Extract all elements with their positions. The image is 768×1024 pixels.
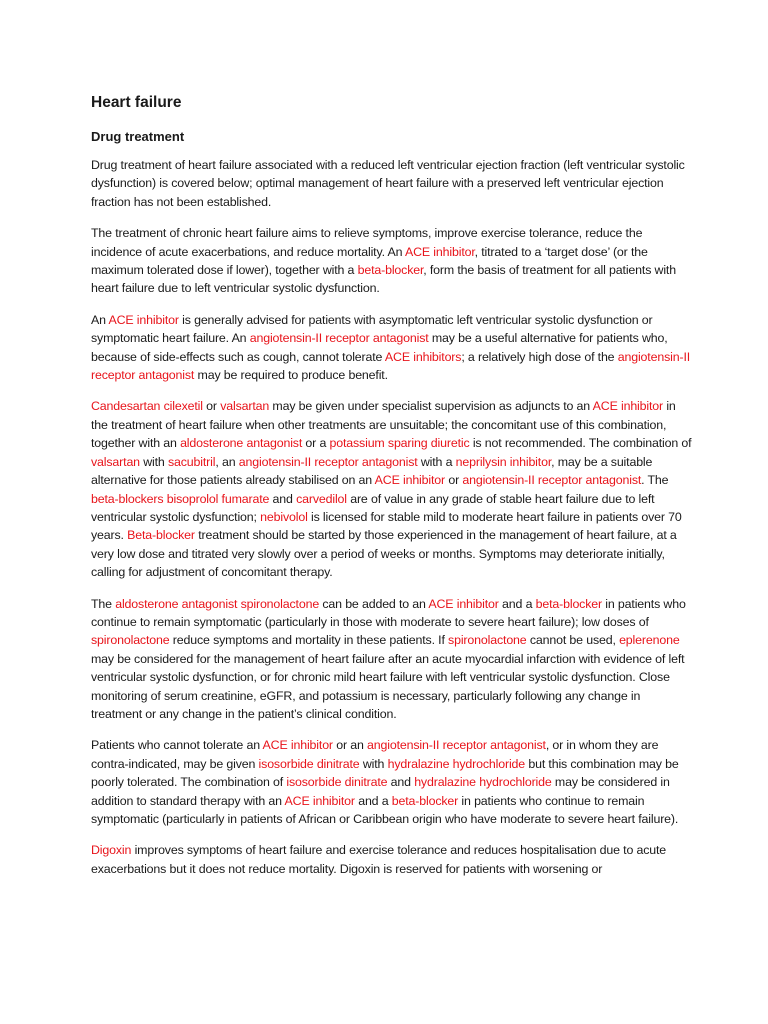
drug-name-term: ACE inhibitor xyxy=(404,244,475,259)
drug-name-term: angiotensin-II receptor antagonist xyxy=(367,738,546,753)
drug-name-term: angiotensin-II receptor antagonist xyxy=(238,454,418,469)
paragraph-text: or xyxy=(202,399,221,414)
drug-name-term: ACE inhibitor xyxy=(428,596,499,611)
paragraph-text: An xyxy=(91,312,109,327)
drug-name-term: Digoxin xyxy=(91,843,132,858)
drug-name-term: spironolactone xyxy=(91,633,170,648)
drug-name-term: valsartan xyxy=(91,454,140,469)
paragraph xyxy=(91,736,693,828)
drug-name-term: sacubitril xyxy=(167,454,216,469)
paragraph-text: are of value in any grade of stable heart failure due to left ventricular systolic dysfunction; xyxy=(91,491,655,524)
paragraph-text: may be required to produce benefit. xyxy=(194,368,388,383)
paragraph-text: cannot be used, xyxy=(526,633,620,648)
drug-name-term: nebivolol xyxy=(260,509,308,524)
paragraph-text: is not recommended. The combination of xyxy=(469,436,692,451)
drug-name-term: ACE inhibitor xyxy=(374,473,446,488)
drug-name-term: isosorbide dinitrate xyxy=(286,775,388,790)
drug-name-term: beta-blocker xyxy=(391,793,459,808)
drug-name-term: hydralazine hydrochloride xyxy=(387,756,526,771)
drug-name-term: beta-blockers bisoprolol fumarate xyxy=(91,491,270,506)
paragraph-text: . The xyxy=(641,473,669,488)
paragraph-text: and a xyxy=(498,596,536,611)
paragraph-text: or an xyxy=(332,738,367,753)
paragraph-text: reduce symptoms and mortality in these patients. If xyxy=(169,633,449,648)
paragraph-text: in the treatment of heart failure when other treatments are unsuitable; the concomitant use of this combination, together with an xyxy=(91,399,676,451)
drug-name-term: beta-blocker xyxy=(535,596,602,611)
paragraph-text: is generally advised for patients with asymptomatic left ventricular systolic dysfunction or symptomatic heart failure. An xyxy=(91,312,653,346)
drug-name-term: aldosterone antagonist spironolactone xyxy=(115,596,320,611)
paragraph-text: with xyxy=(359,756,388,771)
paragraph-text: treatment should be started by those experienced in the management of heart failure, at a very low dose and titrated very slowly over a period of weeks or months. Symptoms may deteriorate initially, calling for adjustment of concomitant therapy. xyxy=(91,528,677,580)
drug-name-term: eplerenone xyxy=(619,633,680,648)
drug-name-term: ACE inhibitor xyxy=(108,312,179,327)
paragraph-text: and xyxy=(269,491,297,506)
drug-name-term: beta-blocker xyxy=(357,263,424,278)
paragraph-text: , may be a suitable alternative for those patients already stabilised on an xyxy=(91,454,653,488)
drug-name-term: neprilysin inhibitor xyxy=(455,454,552,469)
paragraph xyxy=(91,156,693,211)
paragraph-text: , an xyxy=(215,454,239,469)
drug-name-term: spironolactone xyxy=(448,633,527,648)
section-heading: Drug treatment xyxy=(91,129,185,144)
drug-name-term: valsartan xyxy=(220,399,270,414)
drug-name-term: Candesartan cilexetil xyxy=(91,399,203,414)
paragraph-text: is licensed for stable mild to moderate heart failure in patients over 70 years. xyxy=(91,509,682,543)
paragraph-text: or xyxy=(445,473,463,488)
paragraph-text: may be considered in addition to standard therapy with an xyxy=(91,775,670,808)
drug-name-term: angiotensin-II receptor antagonist xyxy=(91,349,691,383)
paragraph-text: , titrated to a ‘target dose’ (or the maximum tolerated dose if lower), together with a xyxy=(91,244,648,278)
drug-name-term: ACE inhibitor xyxy=(262,738,333,753)
paragraph xyxy=(91,841,693,878)
drug-name-term: Beta-blocker xyxy=(127,528,195,543)
drug-name-term: angiotensin-II receptor antagonist xyxy=(462,473,642,488)
paragraph xyxy=(91,595,693,724)
paragraph-text: ; a relatively high dose of the xyxy=(461,349,618,364)
paragraph-text: Patients who cannot tolerate an xyxy=(91,738,263,753)
paragraph-text: in patients who continue to remain symptomatic (particularly in patients of African or Caribbean origin who have moderate to severe heart failure). xyxy=(91,793,679,826)
drug-name-term: hydralazine hydrochloride xyxy=(414,775,552,790)
paragraph xyxy=(91,311,693,385)
drug-name-term: isosorbide dinitrate xyxy=(258,756,360,771)
drug-name-term: potassium sparing diuretic xyxy=(329,436,470,451)
document-body xyxy=(91,93,693,891)
paragraph-text: , or in whom they are contra-indicated, may be given xyxy=(91,738,659,771)
drug-name-term: carvedilol xyxy=(296,491,347,506)
paragraph-text: or a xyxy=(302,436,330,451)
drug-name-term: ACE inhibitors xyxy=(384,349,462,364)
paragraph-text: The treatment of chronic heart failure aims to relieve symptoms, improve exercise tolerance, reduce the incidence of acute exacerbations, and reduce mortality. An xyxy=(91,226,643,259)
paragraph-text: improves symptoms of heart failure and exercise tolerance and reduces hospitalisation due to acute exacerbations but it does not reduce mortality. Digoxin is reserved for patients with worsening or xyxy=(91,843,667,876)
paragraph-text: Drug treatment of heart failure associated with a reduced left ventricular ejection fraction (left ventricular systolic dysfunction) is covered below; optimal management of heart failure with a preserved left ventricular ejection fraction has not been established. xyxy=(91,158,685,209)
paragraph-text: may be a useful alternative for patients who, because of side-effects such as cough, cannot tolerate xyxy=(91,331,668,364)
paragraph-text: and a xyxy=(354,793,392,808)
paragraph-text: The xyxy=(91,596,116,611)
paragraph-text: can be added to an xyxy=(319,596,429,611)
paragraph-text: but this combination may be poorly tolerated. The combination of xyxy=(91,756,679,790)
paragraph-text: may be given under specialist supervision as adjuncts to an xyxy=(269,399,593,414)
paragraph-text: may be considered for the management of heart failure after an acute myocardial infarction with evidence of left ventricular systolic dysfunction, or for chronic mild heart failure with left ventricular systolic dysfunction. Close monitoring of serum creatinine, eGFR, and potassium is necessary, particularly following any change in treatment or any change in the patient’s clinical condition. xyxy=(91,651,685,721)
paragraph xyxy=(91,397,693,581)
paragraph-text: in patients who continue to remain symptomatic (particularly in those with moderate to severe heart failure); low doses of xyxy=(91,596,686,629)
drug-name-term: angiotensin-II receptor antagonist xyxy=(249,331,429,346)
paragraph-text: and xyxy=(387,775,415,790)
drug-name-term: ACE inhibitor xyxy=(284,793,355,808)
paragraph-list xyxy=(91,156,693,878)
drug-name-term: ACE inhibitor xyxy=(592,399,664,414)
paragraph-text: , form the basis of treatment for all patients with heart failure due to left ventricular systolic dysfunction. xyxy=(91,263,676,296)
paragraph xyxy=(91,224,693,298)
paragraph-text: with a xyxy=(417,454,456,469)
drug-name-term: aldosterone antagonist xyxy=(180,436,303,451)
page-title: Heart failure xyxy=(91,94,182,111)
paragraph-text: with xyxy=(139,454,168,469)
